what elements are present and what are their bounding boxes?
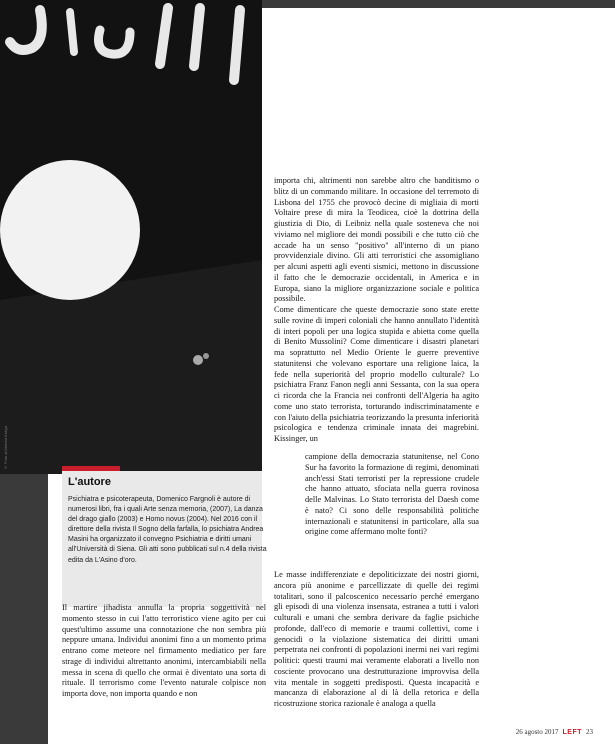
article-paragraph: Le masse indifferenziate e depoliticizzate dei nostri giorni, ancora più anonime e parcellizzate di quelle dei regimi totalitari, sono il palcoscenico necessario perché emergano gli episodi di una violenza insensata, estranea a tutti i valori culturali e umani che sembra derivare da faglie psichiche profonde, dall'eco di memorie e traumi collettivi, come i genocidi o la violazione sistematica dei diritti umani perpetrata nei confronti di popolazioni inermi nei vari regimi politici: questi traumi mai veramente elaborati a livello non cosciente provocano una destrutturazione improvvisa della vita mentale in soggetti predisposti. Questa incapacità e mancanza di elaborazione al di là della retorica e della ricostruzione storica razionale è analoga a quella [274,570,479,708]
article-paragraph: Il martire jihadista annulla la propria soggettività nel momento stesso in cui l'atto terroristico viene agito per cui quest'ultimo assume una connotazione che non sembra più neppure umana. Individui anonimi fino a un momento prima entrano come meteore nel firmamento mediatico per fare strage di individui altrettanto anonimi, intercambiabili nella messa in scena di quello che ormai è diventato una sorta di rituale. Il terrorismo come l'evento naturale colpisce non importa dove, non importa quando e non [62,603,266,698]
author-box-text: Psichiatra e psicoterapeuta, Domenico Fargnoli è autore di numerosi libri, fra i quali Arte senza memoria, (2007), La danza del drago giallo (2003) e Homo novus (2004). Nel 2016 con il direttore della rivista Il Sogno della farfalla, lo psichiatra Andrea Masini ha organizzato il convegno Psichiatria e diritti umani all'Università di Siena. Gli atti sono pubblicati sul n.4 della rivista edita da L'Asino d'oro. [68,496,267,564]
black-flag-icon [0,0,262,474]
article-paragraph: importa chi, altrimenti non sarebbe altro che banditismo o blitz di un commando militare. In occasione del terremoto di Lisbona del 1755 che provocò decine di migliaia di morti Voltaire prese di mira la Teodicea, cioè la dottrina della giustizia di Dio, di Leibniz nella quale sosteneva che noi viviamo nel migliore dei mondi possibili e che tutto ciò che accade ha un senso "positivo" all'interno di un piano provvidenziale divino. Gli atti terroristici che assomigliano per alcuni aspetti agli eventi sismici, mettono in discussione il fatto che le democrazie occidentali, in America e in Europa, siano la migliore organizzazione sociale e politica possibile. [274,176,479,304]
footer-page-number: 23 [586,728,593,736]
article-paragraph: Come dimenticare che queste democrazie sono state erette sulle rovine di imperi coloniali che hanno annullato l'identità di interi popoli per una logica stupida e abietta come quella di Benito Mussolini? Come dimenticare i disastri planetari ma soprattutto nel Medio Oriente le guerre preventive statunitensi che volevano esportare una religione laica, la fede nella superiorità del proprio modello culturale? Lo psichiatra Franz Fanon negli anni Sessanta, con la sua opera ci ricorda che la Francia nei confronti dell'Algeria ha agito come uno stato terrorista, torturando indiscriminatamente e con l'aiuto della psichiatria teorizzando la presunta inferiorità psicologica e tendenza criminale innata dei magrebini. Kissinger, un [274,305,479,443]
article-paragraph: campione della democrazia statunitense, nel Cono Sur ha favorito la formazione di regimi, denominati anch'essi Stati terroristi per la repressione crudele che hanno attuato, sfociata nella guerra rovinosa delle Malvinas. Lo Stato terrorista del Daesh come è nato? Ci sono delle responsabilità politiche internazionali e statunitensi in particolare, alla sua origine come affermano molte fonti? [305,452,479,537]
footer-brand: LEFT [562,729,582,736]
hero-photo [0,0,262,474]
article-column-right-top [274,176,479,445]
article-column-right-bottom [274,570,479,710]
article-column-left [62,603,266,700]
page-footer [516,728,593,736]
author-box-title: L'autore [68,476,111,488]
footer-date: 26 agosto 2017 [515,728,559,736]
photo-credit: © Foto di Ahmed Kahya [3,425,8,470]
article-column-right-mid [305,452,479,538]
